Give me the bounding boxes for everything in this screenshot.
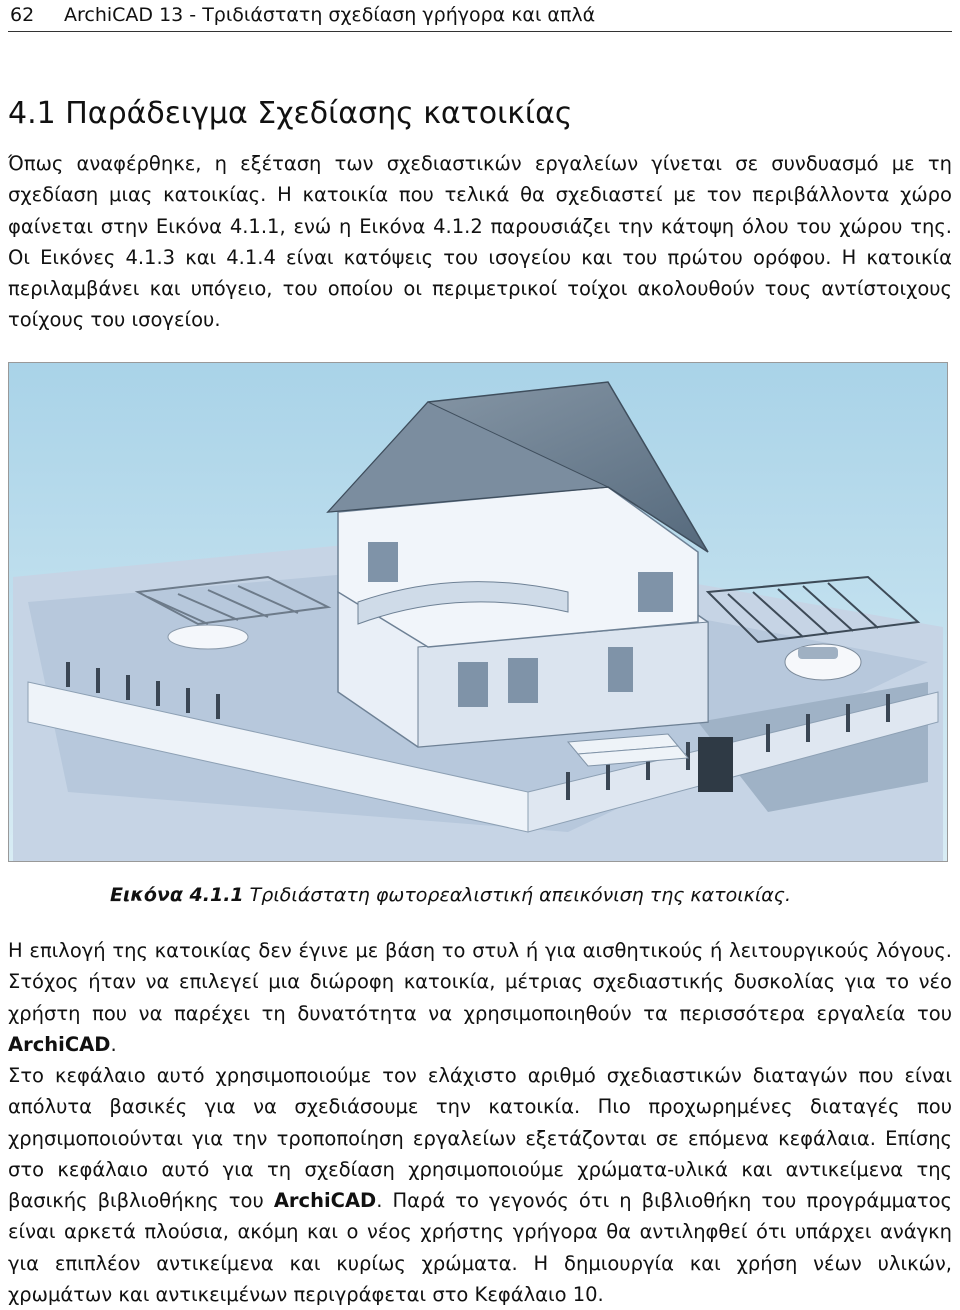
house-rendering-image (8, 362, 948, 862)
header-divider (8, 31, 952, 32)
archicad-term: ArchiCAD (8, 1032, 111, 1056)
book-title: ArchiCAD 13 - Τριδιάστατη σχεδίαση γρήγορα και απλά (64, 4, 596, 26)
section-title: 4.1 Παράδειγμα Σχεδίασης κατοικίας (8, 96, 573, 131)
selection-end: . (110, 1032, 117, 1056)
archicad-term: ArchiCAD (273, 1189, 377, 1213)
house-rendering-figure (8, 362, 948, 862)
page-number: 62 (10, 4, 35, 26)
chapter-text: Στο κεφάλαιο αυτό χρησιμοποιούμε τον ελάχιστο αριθμό σχεδιαστικών διαταγών που είναι απόλυτα βασικές για να σχεδιάσουμε την κατοικία. Πιο προχωρημένες διαταγές που χρησιμοποιούνται για την τροποποίηση εργαλείων εξετάζονται σε επόμενα κεφάλαια. Επίσης στο κεφάλαιο αυτό για τη σχεδίαση χρησιμοποιούμε χρώματα-υλικά και αντικείμενα της βασικής βιβλιοθήκης του (8, 1064, 952, 1213)
chapter-paragraph (8, 1060, 952, 1310)
figure-caption (110, 884, 791, 906)
selection-paragraph (8, 935, 952, 1060)
car-shape (785, 644, 861, 680)
caption-text: Τριδιάστατη φωτορεαλιστική απεικόνιση της κατοικίας. (243, 884, 791, 906)
page-header (0, 0, 960, 34)
intro-paragraph: Όπως αναφέρθηκε, η εξέταση των σχεδιαστικών εργαλείων γίνεται σε συνδυασμό με τη σχεδίαση μιας κατοικίας. Η κατοικία που τελικά θα σχεδιαστεί με τον περιβάλλοντα χώρο φαίνεται στην Εικόνα 4.1.1, ενώ η Εικόνα 4.1.2 παρουσιάζει την κάτοψη όλου του χώρου της. Οι Εικόνες 4.1.3 και 4.1.4 είναι κατόψεις του ισογείου και του πρώτου ορόφου. Η κατοικία περιλαμβάνει και υπόγειο, του οποίου οι περιμετρικοί τοίχοι ακολουθούν τους αντίστοιχους τοίχους του ισογείου. (8, 152, 952, 332)
caption-label: Εικόνα 4.1.1 (110, 884, 244, 906)
chapter-text-end: . Παρά το γεγονός ότι η βιβλιοθήκη του προγράμματος είναι αρκετά πλούσια, ακόμη και ο νέος χρήστης γρήγορα θα αντιληφθεί ότι υπάρχει ανάγκη για επιπλέον αντικείμενα και κυρίως χρώματα. Η δημιουργία και χρήση νέων υλικών, χρωμάτων και αντικειμένων περιγράφεται στο Κεφάλαιο 10. (8, 1189, 952, 1307)
selection-text: Η επιλογή της κατοικίας δεν έγινε με βάση το στυλ ή για αισθητικούς ή λειτουργικούς λόγους. Στόχος ήταν να επιλεγεί μια διώροφη κατοικία, μέτριας σχεδιαστικής δυσκολίας για το νέο χρήστη που να παρέχει τη δυνατότητα να χρησιμοποιηθούν τα περισσότερα εργαλεία του (8, 939, 952, 1025)
